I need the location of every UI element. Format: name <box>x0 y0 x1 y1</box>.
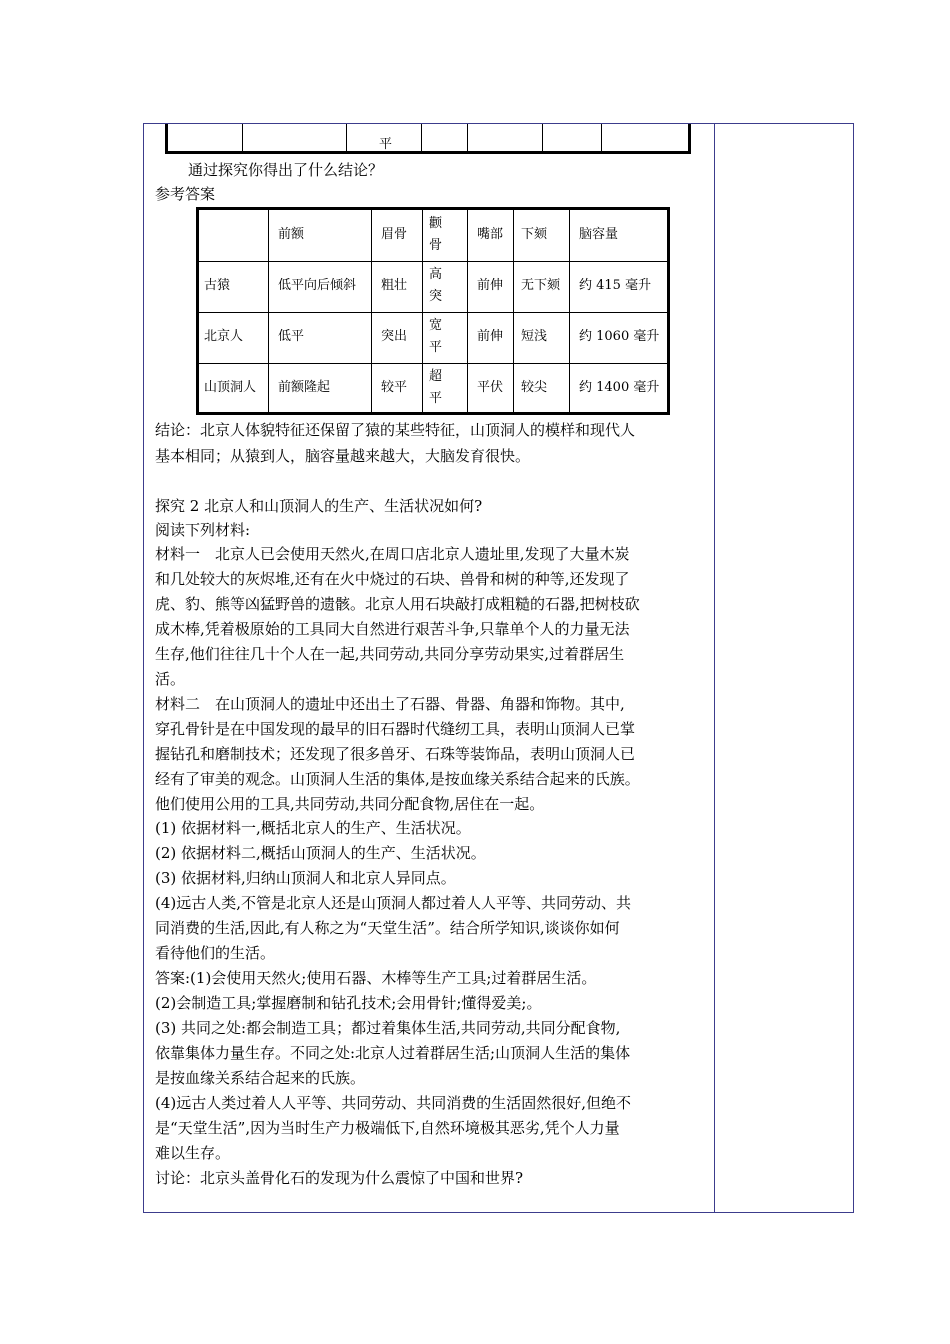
comparison-table <box>196 207 670 415</box>
body-text-line: (4)远古人类过着人人平等、共同劳动、共同消费的生活固然很好,但绝不 <box>155 1094 632 1112</box>
table-header-cell: 前额 <box>278 226 305 242</box>
table-cell: 较尖 <box>521 379 548 395</box>
table-cell: 约 1400 毫升 <box>579 379 660 395</box>
body-text-line: (4)远古人类,不管是北京人还是山顶洞人都过着人人平等、共同劳动、共 <box>155 894 632 912</box>
table-col-line <box>421 124 422 151</box>
table-cell: 前伸 <box>477 328 504 344</box>
lesson-frame <box>143 123 854 1213</box>
table-row-line <box>199 261 667 262</box>
body-text-line: (2)会制造工具;掌握磨制和钻孔技术;会用骨针;懂得爱美;。 <box>155 994 542 1012</box>
body-text-line: 虎、豹、熊等凶猛野兽的遗骸。北京人用石块敲打成粗糙的石器,把树枝砍 <box>155 595 640 613</box>
table-cell: 山顶洞人 <box>204 379 257 395</box>
table-col-line <box>422 210 423 412</box>
column-divider <box>714 124 715 1212</box>
body-text-line: 难以生存。 <box>155 1144 231 1162</box>
table-cell: 古猿 <box>204 277 231 293</box>
table-col-line <box>467 210 468 412</box>
table-cell: 粗壮 <box>381 277 408 293</box>
body-text-line: 阅读下列材料: <box>155 521 251 539</box>
table-cell: 北京人 <box>204 328 244 344</box>
continued-table-bottom-row <box>165 124 691 154</box>
body-text-line: 是按血缘关系结合起来的氏族。 <box>155 1069 366 1087</box>
table-col-line <box>601 124 602 151</box>
table-header-cell: 嘴部 <box>477 226 504 242</box>
table-cell: 约 1060 毫升 <box>579 328 660 344</box>
table-col-line <box>513 210 514 412</box>
body-text-line: (2) 依据材料二,概括山顶洞人的生产、生活状况。 <box>155 844 486 862</box>
table-cell: 约 415 毫升 <box>579 277 652 293</box>
body-text-line: 成木棒,凭着极原始的工具同大自然进行艰苦斗争,只靠单个人的力量无法 <box>155 620 630 638</box>
body-text-line: 同消费的生活,因此,有人称之为“天堂生活”。结合所学知识,谈谈你如何 <box>155 919 620 937</box>
table-col-line <box>242 124 243 151</box>
table-col-line <box>569 210 570 412</box>
table-cell: 高突 <box>429 267 443 304</box>
body-text-line: 材料二 在山顶洞人的遗址中还出土了石器、骨器、角器和饰物。其中, <box>155 695 625 713</box>
table-cell: 平 <box>379 137 393 152</box>
body-text-line: 讨论：北京头盖骨化石的发现为什么震惊了中国和世界? <box>155 1169 524 1187</box>
table-cell: 低平向后倾斜 <box>278 277 357 293</box>
body-text-line: 结论：北京人体貌特征还保留了猿的某些特征，山顶洞人的模样和现代人 <box>155 421 636 439</box>
table-cell: 无下颏 <box>521 277 561 293</box>
table-col-line <box>371 210 372 412</box>
table-col-line <box>346 124 347 151</box>
table-cell: 平伏 <box>477 379 504 395</box>
body-text-line: 看待他们的生活。 <box>155 944 276 962</box>
body-text-line: 依靠集体力量生存。不同之处:北京人过着群居生活;山顶洞人生活的集体 <box>155 1044 631 1062</box>
table-col-line <box>542 124 543 151</box>
table-header-cell: 颧骨 <box>429 216 443 253</box>
table-cell: 前额隆起 <box>278 379 331 395</box>
body-text-line: 握钻孔和磨制技术；还发现了很多兽牙、石珠等装饰品，表明山顶洞人已 <box>155 745 636 763</box>
table-header-cell: 下颏 <box>521 226 548 242</box>
table-cell: 宽平 <box>429 318 443 355</box>
body-text-line: 穿孔骨针是在中国发现的最早的旧石器时代缝纫工具，表明山顶洞人已掌 <box>155 720 636 738</box>
table-row-line <box>199 363 667 364</box>
table-header-cell: 脑容量 <box>579 226 619 242</box>
table-header-cell: 眉骨 <box>381 226 408 242</box>
body-text-line: 经有了审美的观念。山顶洞人生活的集体,是按血缘关系结合起来的氏族。 <box>155 770 640 788</box>
body-text-line: 和几处较大的灰烬堆,还有在火中烧过的石块、兽骨和树的种等,还发现了 <box>155 570 630 588</box>
body-text-line: 材料一 北京人已会使用天然火,在周口店北京人遗址里,发现了大量木炭 <box>155 545 630 563</box>
body-text-line: (3) 共同之处:都会制造工具；都过着集体生活,共同劳动,共同分配食物, <box>155 1019 621 1037</box>
body-text-line: (3) 依据材料,归纳山顶洞人和北京人异同点。 <box>155 869 456 887</box>
body-text-line: 探究 2 北京人和山顶洞人的生产、生活状况如何? <box>155 497 483 515</box>
table-col-line <box>467 124 468 151</box>
body-text-line: 生存,他们往往几十个人在一起,共同劳动,共同分享劳动果实,过着群居生 <box>155 645 625 663</box>
question-text: 通过探究你得出了什么结论？ <box>188 161 384 179</box>
body-text-line: 是“天堂生活”,因为当时生产力极端低下,自然环境极其恶劣,凭个人力量 <box>155 1119 620 1137</box>
body-text-line: 答案:(1)会使用天然火;使用石器、木棒等生产工具;过着群居生活。 <box>155 969 597 987</box>
body-text-line: 活。 <box>155 670 186 688</box>
table-cell: 超平 <box>429 369 443 406</box>
table-cell: 低平 <box>278 328 305 344</box>
table-col-line <box>268 210 269 412</box>
reference-answer-label: 参考答案 <box>155 185 216 203</box>
body-text-line: (1) 依据材料一,概括北京人的生产、生活状况。 <box>155 819 471 837</box>
table-cell: 短浅 <box>521 328 548 344</box>
table-cell: 较平 <box>381 379 408 395</box>
table-cell: 前伸 <box>477 277 504 293</box>
body-text-line: 基本相同；从猿到人，脑容量越来越大，大脑发育很快。 <box>155 447 531 465</box>
table-cell: 突出 <box>381 328 408 344</box>
table-row-line <box>199 312 667 313</box>
body-text-line: 他们使用公用的工具,共同劳动,共同分配食物,居住在一起。 <box>155 795 545 813</box>
